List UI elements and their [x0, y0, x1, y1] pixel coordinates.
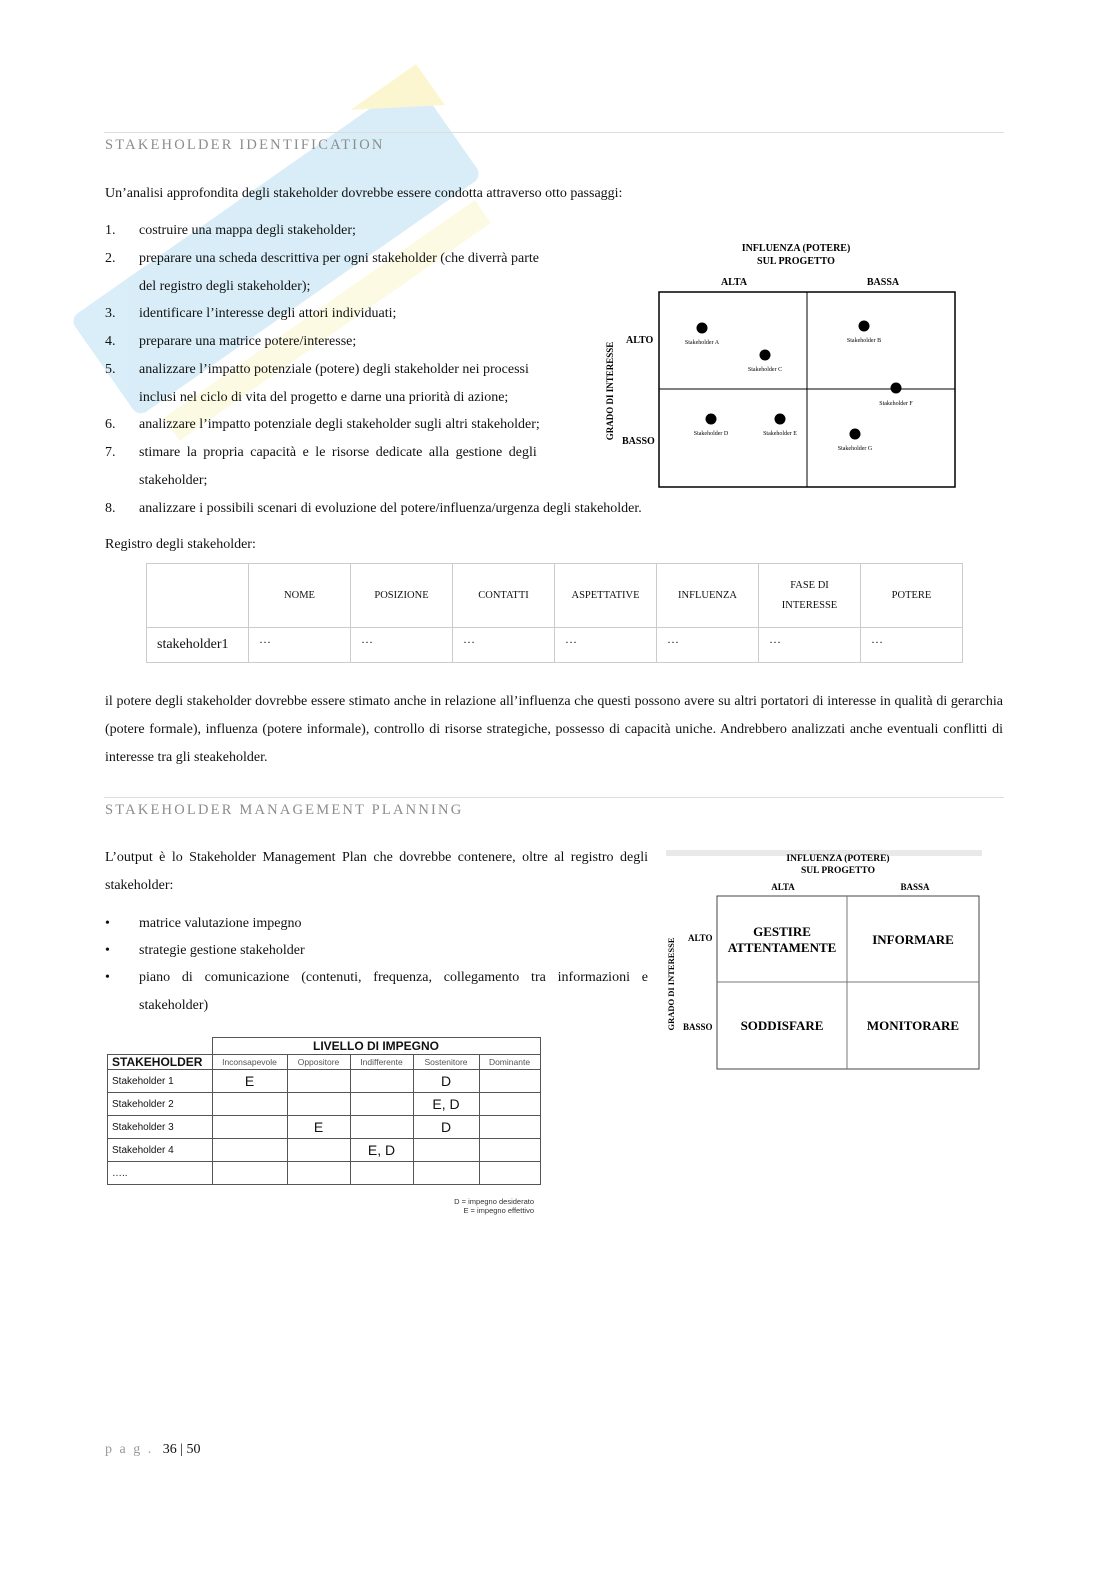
stakeholder-c-label: Stakeholder C	[747, 367, 783, 373]
grid-col-bassa: BASSA	[900, 882, 930, 892]
stakeholder-c-point	[760, 350, 771, 361]
list-number: 7.	[105, 445, 116, 460]
section-divider	[104, 797, 1004, 798]
table-header-cell	[759, 564, 861, 628]
register-label: Registro degli stakeholder:	[105, 537, 256, 552]
stakeholder-f-point	[891, 383, 902, 394]
stakeholder-g-label: Stakeholder G	[837, 446, 873, 452]
table-cell: …	[249, 628, 351, 663]
table-header-cell: POTERE	[861, 564, 963, 628]
list-text: preparare una matrice potere/interesse;	[139, 334, 357, 349]
engagement-row-name: Stakeholder 3	[108, 1116, 213, 1139]
engagement-cell: E	[212, 1070, 287, 1093]
engagement-cell	[413, 1162, 479, 1185]
grid-title-line1: INFLUENZA (POTERE)	[786, 854, 890, 864]
quadrant-gestire-line2: ATTENTAMENTE	[727, 940, 837, 955]
engagement-cell	[212, 1116, 287, 1139]
grid-row-alto: ALTO	[688, 933, 713, 943]
table-cell: …	[453, 628, 555, 663]
stakeholder-d-label: Stakeholder D	[693, 431, 729, 437]
table-header-cell: POSIZIONE	[351, 564, 453, 628]
list-number: 4.	[105, 334, 116, 349]
stakeholder-d-point	[706, 414, 717, 425]
table-cell: …	[861, 628, 963, 663]
list-text: identificare l’interesse degli attori individuati;	[139, 306, 397, 321]
engagement-level-header: Indifferente	[350, 1055, 413, 1070]
stakeholder-register-table	[146, 563, 963, 663]
header-fase-di: FASE DI	[790, 579, 829, 591]
quadrant-gestire-line1: GESTIRE	[753, 924, 811, 939]
table-row	[108, 1162, 541, 1185]
engagement-cell: D	[413, 1116, 479, 1139]
table-header-cell: CONTATTI	[453, 564, 555, 628]
list-number: 2.	[105, 251, 116, 266]
stakeholder-a-label: Stakeholder A	[684, 340, 720, 346]
engagement-cell: E, D	[413, 1093, 479, 1116]
table-row	[108, 1070, 541, 1093]
section-title-planning: STAKEHOLDER MANAGEMENT PLANNING	[105, 802, 464, 818]
table-cell: …	[759, 628, 861, 663]
bullet-item: strategie gestione stakeholder	[139, 943, 305, 958]
page-footer	[105, 1442, 201, 1458]
engagement-level-header: Sostenitore	[413, 1055, 479, 1070]
list-number: 8.	[105, 501, 116, 516]
map-col-alta: ALTA	[720, 277, 748, 288]
engagement-cell	[212, 1093, 287, 1116]
engagement-row-name: Stakeholder 1	[108, 1070, 213, 1093]
map-row-alto: ALTO	[626, 335, 654, 346]
legend-effective: E = impegno effettivo	[463, 1206, 534, 1215]
bullet-marker: •	[105, 916, 110, 931]
bullet-marker: •	[105, 943, 110, 958]
list-text: stakeholder;	[139, 473, 208, 488]
table-header-cell: NOME	[249, 564, 351, 628]
grid-col-alta: ALTA	[771, 882, 795, 892]
bullet-item: matrice valutazione impegno	[139, 916, 302, 931]
footer-prefix: p a g .	[105, 1442, 154, 1457]
engagement-corner	[108, 1038, 213, 1055]
grid-row-basso: BASSO	[683, 1022, 713, 1032]
engagement-cell	[479, 1139, 540, 1162]
engagement-cell	[350, 1093, 413, 1116]
engagement-level-header: Oppositore	[287, 1055, 350, 1070]
list-text: del registro degli stakeholder);	[139, 279, 311, 294]
bullet-item: piano di comunicazione (contenuti, frequenza, collegamento tra informazioni e stakeholder)	[139, 970, 648, 1013]
table-header-cell-empty	[147, 564, 249, 628]
engagement-cell	[479, 1162, 540, 1185]
engagement-cell: D	[413, 1070, 479, 1093]
engagement-level-header: Dominante	[479, 1055, 540, 1070]
map-y-axis-label: GRADO DI INTERESSE	[605, 341, 615, 441]
stakeholder-b-label: Stakeholder B	[846, 338, 882, 344]
engagement-cell	[212, 1162, 287, 1185]
table-cell: …	[555, 628, 657, 663]
map-title-line1: INFLUENZA (POTERE)	[741, 243, 851, 254]
stakeholder-e-label: Stakeholder E	[763, 431, 797, 437]
engagement-title-row	[108, 1038, 541, 1055]
engagement-row-name: …..	[108, 1162, 213, 1185]
map-row-basso: BASSO	[622, 436, 655, 447]
list-number: 6.	[105, 417, 116, 432]
list-text: analizzare l’impatto potenziale (potere) degli stakeholder nei processi	[139, 362, 529, 377]
list-number: 3.	[105, 306, 116, 321]
list-number: 5.	[105, 362, 116, 377]
stakeholder-e-point	[775, 414, 786, 425]
grid-y-axis-label: GRADO DI INTERESSE	[666, 937, 676, 1031]
engagement-header-row	[108, 1055, 541, 1070]
engagement-cell	[287, 1093, 350, 1116]
engagement-title: LIVELLO DI IMPEGNO	[212, 1038, 540, 1055]
list-text: costruire una mappa degli stakeholder;	[139, 223, 356, 238]
page-number: 36 | 50	[162, 1442, 201, 1457]
list-text: stimare la propria capacità e le risorse dedicate alla gestione degli	[139, 445, 537, 460]
table-cell: …	[657, 628, 759, 663]
table-row	[147, 628, 963, 663]
legend-desired: D = impegno desiderato	[454, 1197, 534, 1206]
list-text: analizzare i possibili scenari di evoluzione del potere/influenza/urgenza degli stakeholder.	[139, 501, 642, 516]
bullet-marker: •	[105, 970, 110, 985]
stakeholder-b-point	[859, 321, 870, 332]
engagement-cell	[479, 1116, 540, 1139]
map-title-line2: SUL PROGETTO	[757, 256, 835, 267]
engagement-col-stakeholder: STAKEHOLDER	[108, 1055, 213, 1070]
table-header-cell: ASPETTATIVE	[555, 564, 657, 628]
engagement-row-name: Stakeholder 4	[108, 1139, 213, 1162]
grid-title-line2: SUL PROGETTO	[800, 866, 876, 876]
table-row	[108, 1139, 541, 1162]
section-title-identification: STAKEHOLDER IDENTIFICATION	[105, 137, 385, 153]
engagement-cell	[350, 1116, 413, 1139]
list-text: analizzare l’impatto potenziale degli stakeholder sugli altri stakeholder;	[139, 417, 540, 432]
stakeholder-a-point	[697, 323, 708, 334]
plan-intro-paragraph: L’output è lo Stakeholder Management Plan che dovrebbe contenere, oltre al registro degli stakeholder:	[105, 850, 648, 893]
engagement-cell	[287, 1162, 350, 1185]
engagement-cell	[287, 1139, 350, 1162]
engagement-cell	[350, 1162, 413, 1185]
table-row	[108, 1093, 541, 1116]
list-text: preparare una scheda descrittiva per ogni stakeholder (che diverrà parte	[139, 251, 539, 266]
table-row	[108, 1116, 541, 1139]
intro-paragraph: Un’analisi approfondita degli stakeholder dovrebbe essere condotta attraverso otto passaggi:	[105, 186, 623, 201]
section-divider	[104, 132, 1004, 133]
table-cell: …	[351, 628, 453, 663]
engagement-matrix-table	[107, 1037, 541, 1185]
quadrant-informare: INFORMARE	[872, 932, 954, 947]
engagement-cell	[413, 1139, 479, 1162]
engagement-cell: E	[287, 1116, 350, 1139]
table-row-label: stakeholder1	[147, 628, 249, 663]
map-col-bassa: BASSA	[866, 277, 900, 288]
engagement-row-name: Stakeholder 2	[108, 1093, 213, 1116]
quadrant-monitorare: MONITORARE	[866, 1018, 960, 1033]
power-interest-grid-figure	[662, 850, 984, 1075]
engagement-cell	[350, 1070, 413, 1093]
engagement-cell	[212, 1139, 287, 1162]
engagement-level-header: Inconsapevole	[212, 1055, 287, 1070]
table-header-row	[147, 564, 963, 628]
header-interesse: INTERESSE	[781, 599, 838, 611]
list-number: 1.	[105, 223, 116, 238]
engagement-cell	[479, 1093, 540, 1116]
engagement-cell	[479, 1070, 540, 1093]
table-header-cell: INFLUENZA	[657, 564, 759, 628]
engagement-legend	[380, 1197, 534, 1215]
engagement-cell	[287, 1070, 350, 1093]
stakeholder-f-label: Stakeholder F	[879, 401, 913, 407]
list-text: inclusi nel ciclo di vita del progetto e darne una priorità di azione;	[139, 390, 509, 405]
stakeholder-g-point	[850, 429, 861, 440]
engagement-cell: E, D	[350, 1139, 413, 1162]
stakeholder-map-figure	[598, 238, 968, 494]
power-paragraph: il potere degli stakeholder dovrebbe essere stimato anche in relazione all’influenza che questi possono avere su altri portatori di interesse in qualità di gerarchia (potere formale), influenza (potere informale), controllo di risorse strategiche, possesso di capacità uniche. Andrebbero analizzati anche eventuali conflitti di interesse tra gli steakeholder.	[105, 694, 1003, 765]
quadrant-soddisfare: SODDISFARE	[740, 1018, 824, 1033]
